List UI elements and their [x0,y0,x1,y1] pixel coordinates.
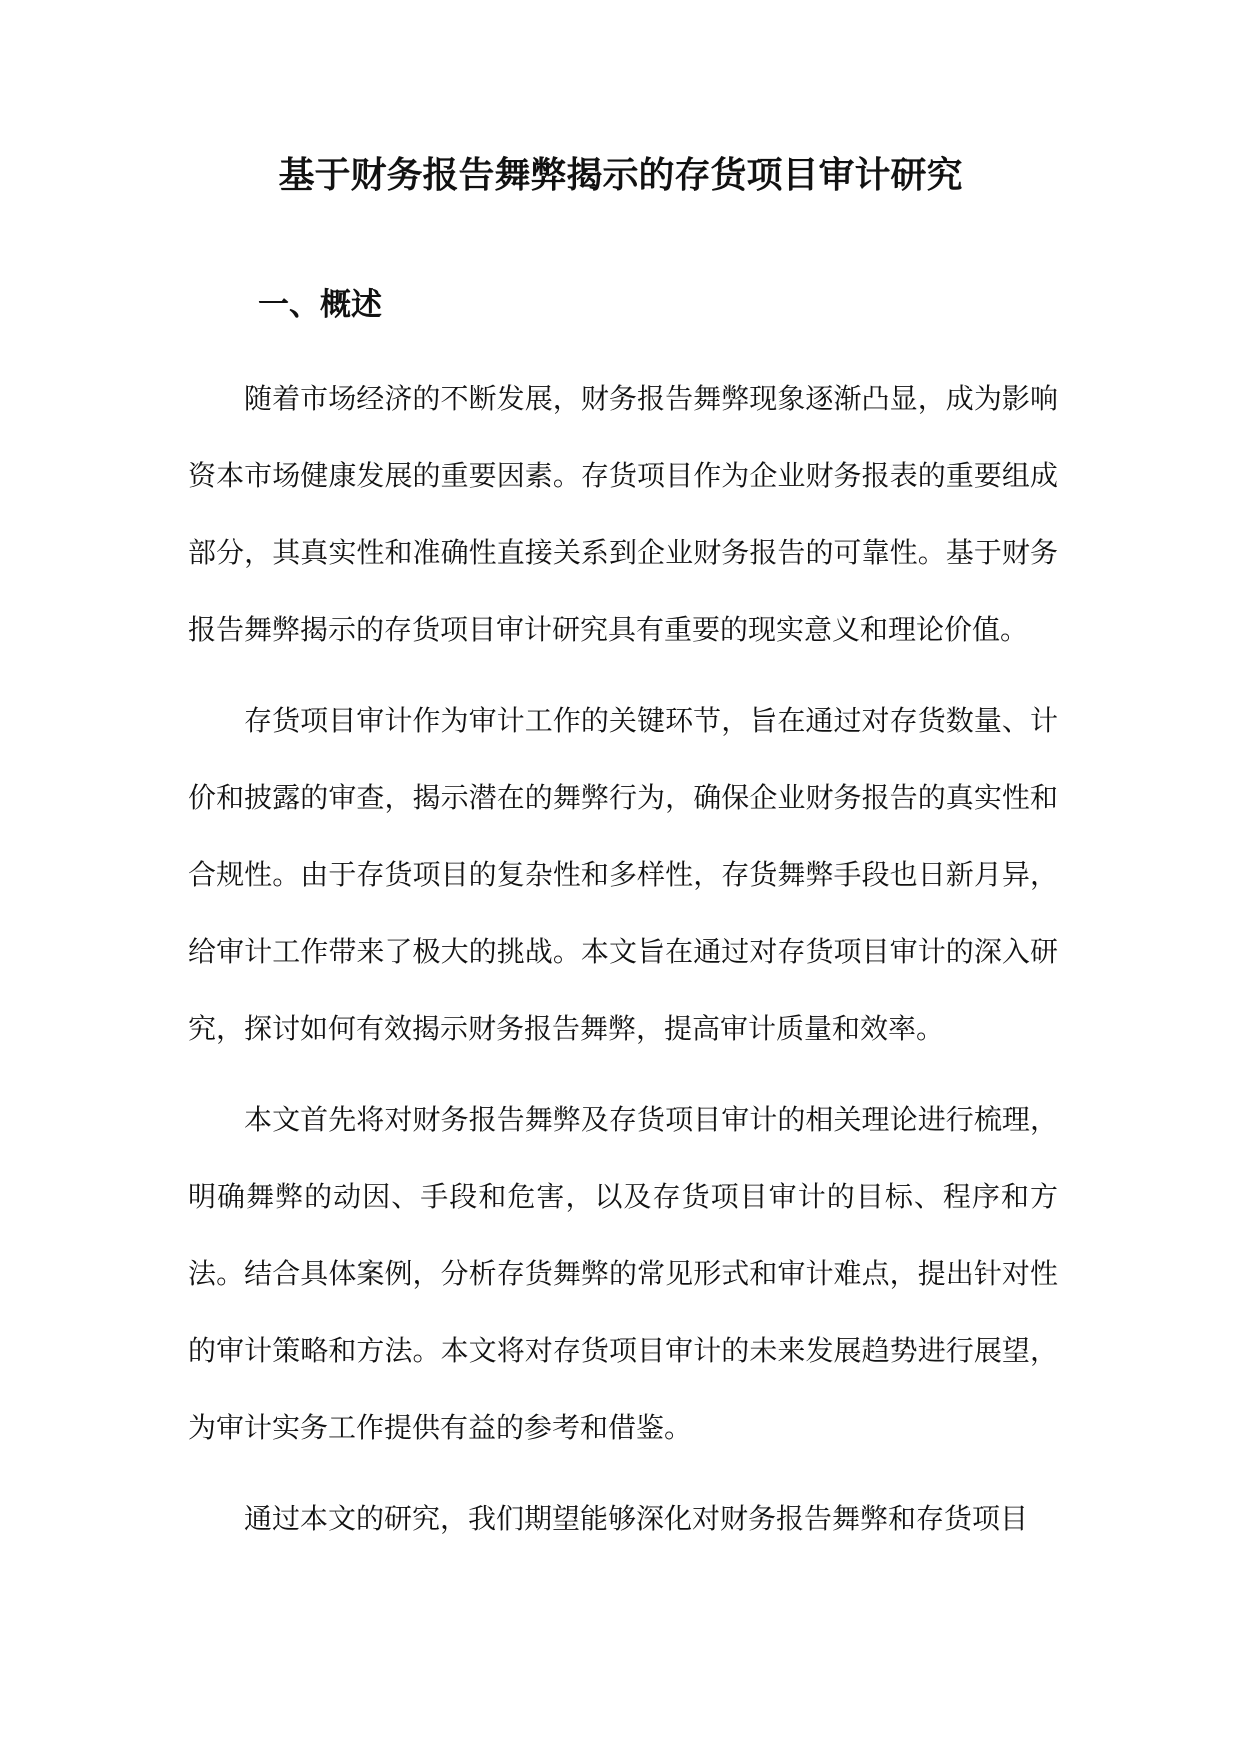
paragraph: 本文首先将对财务报告舞弊及存货项目审计的相关理论进行梳理，明确舞弊的动因、手段和危害，以及存货项目审计的目标、程序和方法。结合具体案例，分析存货舞弊的常见形式和审计难点，提出针对性的审计策略和方法。本文将对存货项目审计的未来发展趋势进行展望，为审计实务工作提供有益的参考和借鉴。 [188,1103,1058,1444]
body-text [188,360,1058,1571]
document-title: 基于财务报告舞弊揭示的存货项目审计研究 [278,154,963,196]
paragraph: 随着市场经济的不断发展，财务报告舞弊现象逐渐凸显，成为影响资本市场健康发展的重要因素。存货项目作为企业财务报表的重要组成部分，其真实性和准确性直接关系到企业财务报告的可靠性。基于财务报告舞弊揭示的存货项目审计研究具有重要的现实意义和理论价值。 [188,382,1058,646]
paragraph: 存货项目审计作为审计工作的关键环节，旨在通过对存货数量、计价和披露的审查，揭示潜在的舞弊行为，确保企业财务报告的真实性和合规性。由于存货项目的复杂性和多样性，存货舞弊手段也日新月异，给审计工作带来了极大的挑战。本文旨在通过对存货项目审计的深入研究，探讨如何有效揭示财务报告舞弊，提高审计质量和效率。 [188,704,1058,1045]
paragraph: 通过本文的研究，我们期望能够深化对财务报告舞弊和存货项目 [244,1502,1029,1535]
section-heading-overview: 一、概述 [258,287,382,323]
